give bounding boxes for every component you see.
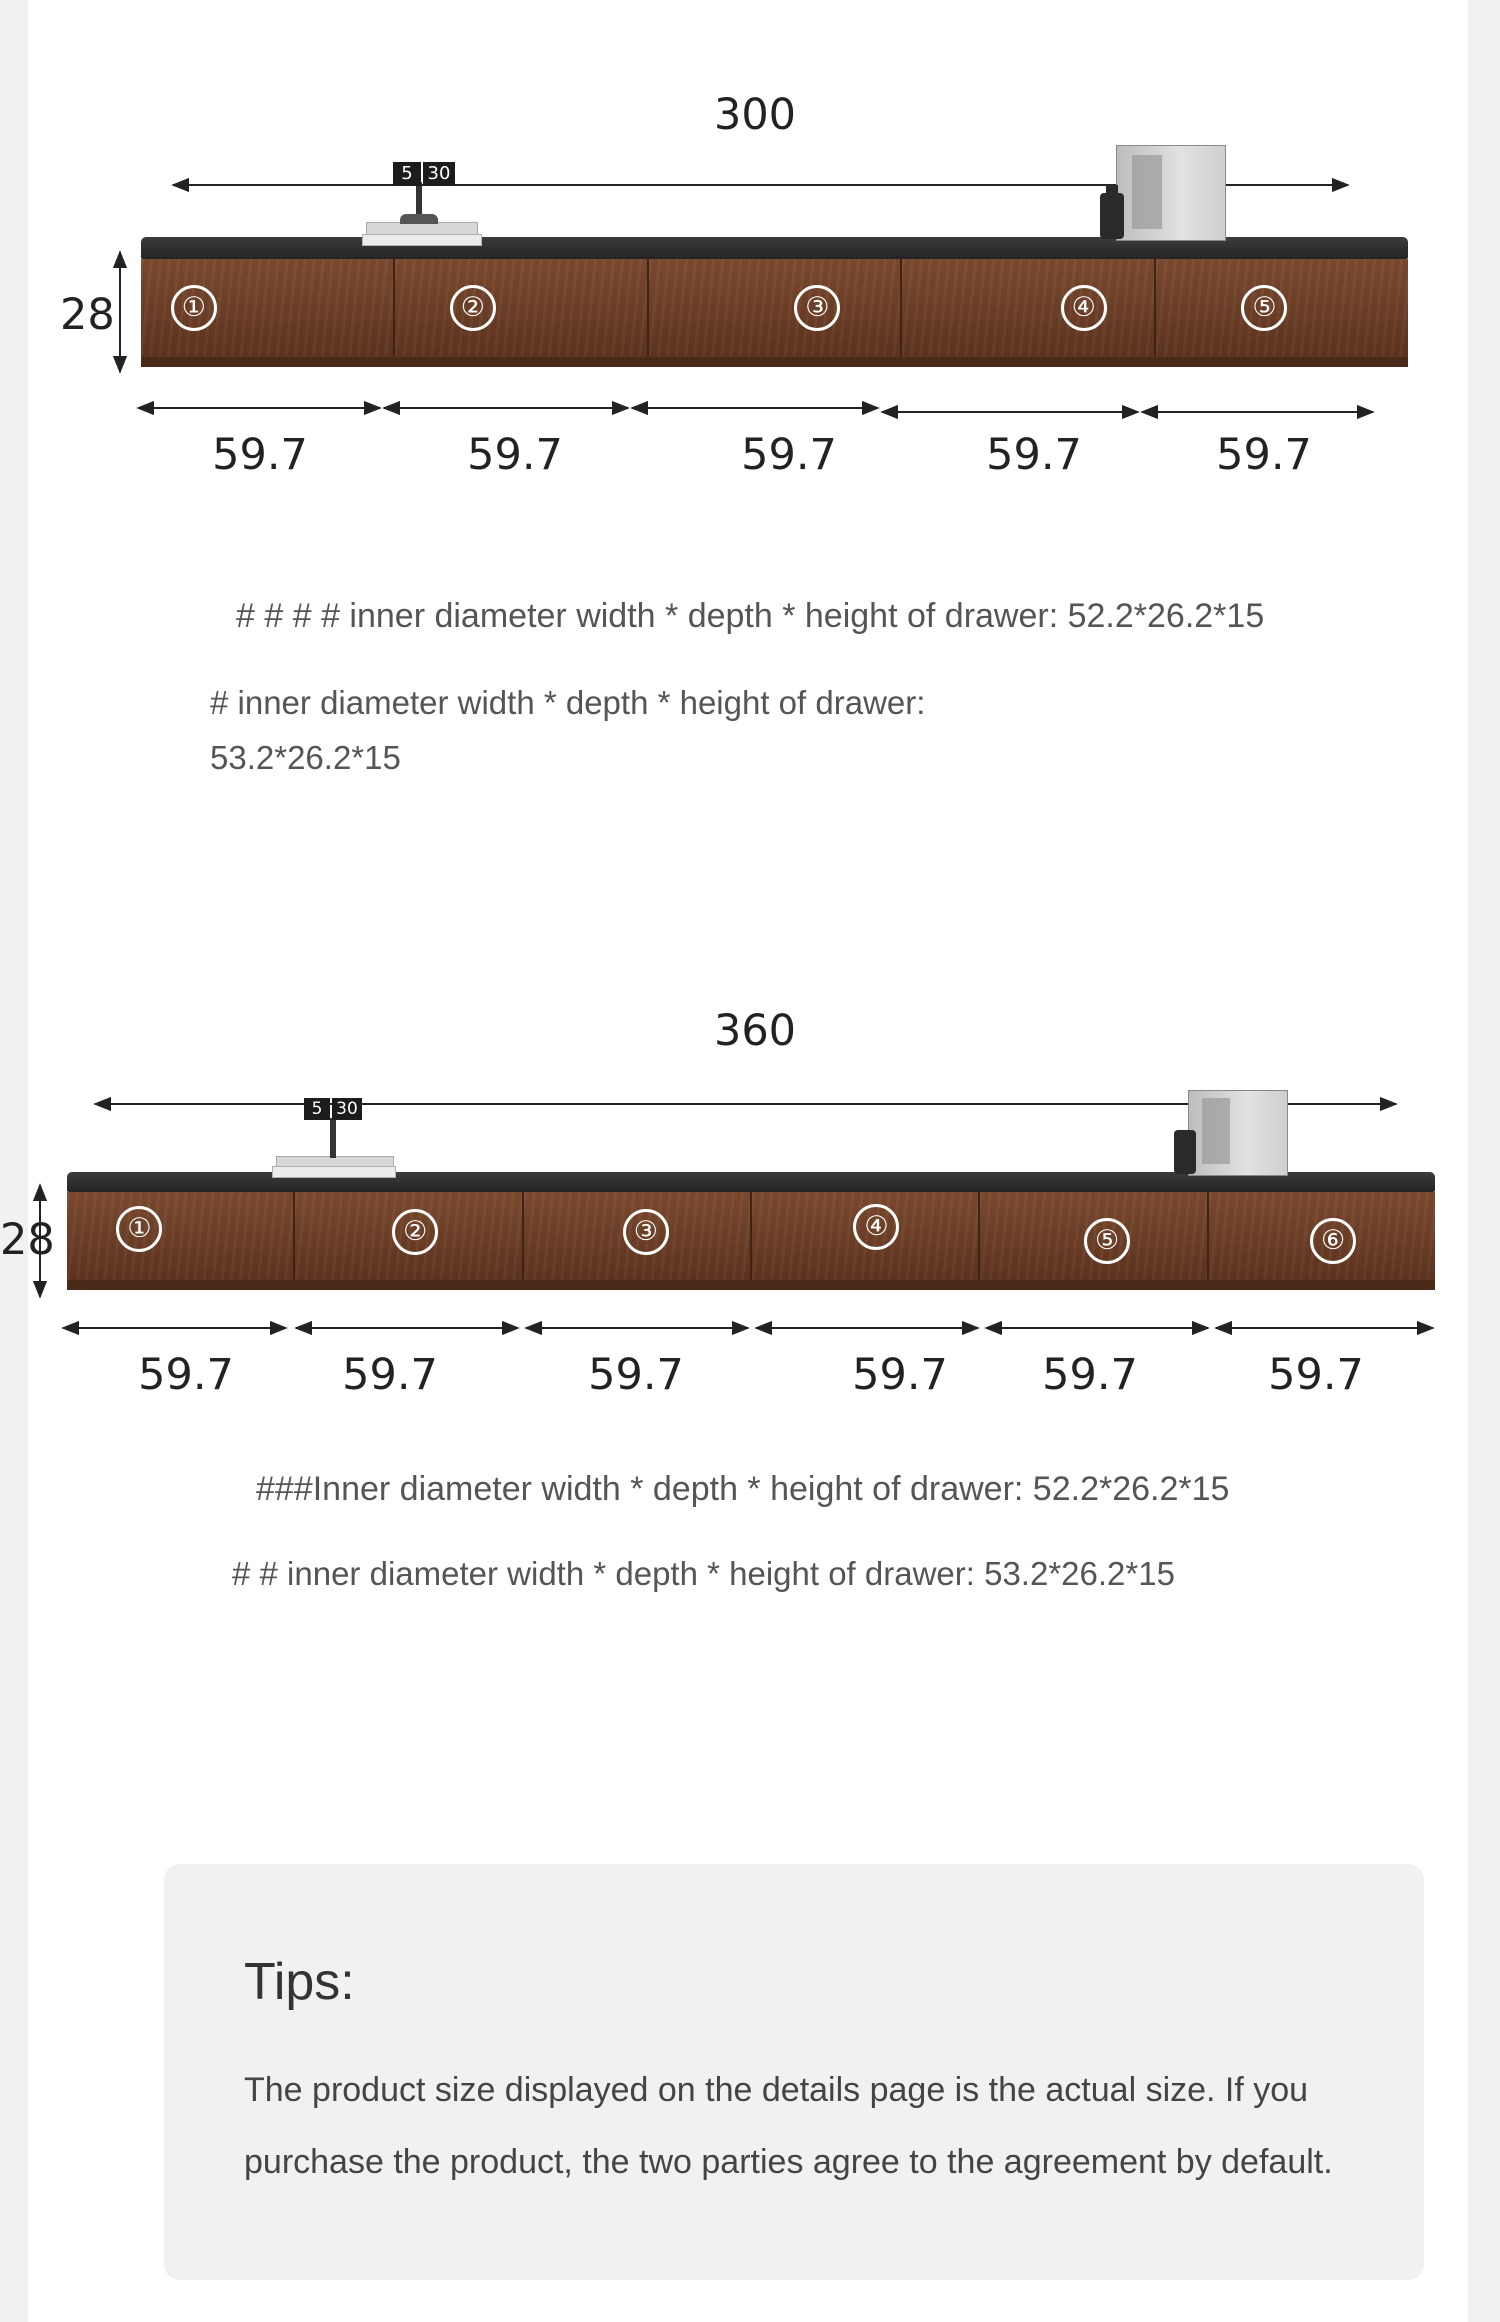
drawer-size-note: # # # # inner diameter width * depth * height of drawer: 52.2*26.2*15 — [236, 597, 1265, 635]
segment-width: 59.7 — [467, 430, 563, 480]
drawer-number: ⑤ — [1084, 1218, 1130, 1264]
flip-clock-decor — [268, 1090, 408, 1182]
segment-width: 59.7 — [741, 430, 837, 480]
drawer-number: ③ — [623, 1209, 669, 1255]
drawer-size-note: 53.2*26.2*15 — [210, 739, 401, 776]
drawer-number: ② — [392, 1209, 438, 1255]
height-label-300: 28 — [60, 290, 115, 340]
segment-width: 59.7 — [342, 1350, 438, 1400]
plinth — [67, 1280, 1435, 1290]
drawer — [67, 1192, 295, 1280]
drawer-number: ④ — [1061, 285, 1107, 331]
drawer-number: ⑤ — [1241, 285, 1287, 331]
drawer-size-note: # inner diameter width * depth * height of drawer: — [210, 684, 926, 721]
segment-width: 59.7 — [1216, 430, 1312, 480]
drawer — [1209, 1192, 1435, 1280]
drawer-number: ④ — [853, 1204, 899, 1250]
drawer-size-note: ###Inner diameter width * depth * height of drawer: 52.2*26.2*15 — [256, 1470, 1230, 1508]
cabinet-body — [67, 1192, 1435, 1280]
drawer-size-note: # # inner diameter width * depth * height of drawer: 53.2*26.2*15 — [232, 1555, 1175, 1592]
segment-width: 59.7 — [986, 430, 1082, 480]
picture-frame-decor — [1148, 1088, 1288, 1174]
segment-width: 59.7 — [852, 1350, 948, 1400]
drawer — [752, 1192, 980, 1280]
segment-width: 59.7 — [1268, 1350, 1364, 1400]
height-label-360: 28 — [0, 1215, 55, 1265]
drawer-number: ① — [116, 1206, 162, 1252]
tips-title: Tips: — [244, 1953, 355, 2011]
segment-width: 59.7 — [1042, 1350, 1138, 1400]
tips-box — [164, 1864, 1424, 2280]
tips-text: The product size displayed on the details page is the actual size. If you purchase the product, the two parties agree to the agreement by default. — [244, 2071, 1333, 2181]
total-width-300: 300 — [713, 90, 797, 140]
tv-cabinet-360 — [67, 1172, 1435, 1290]
drawer — [295, 1192, 523, 1280]
clock-digit: 5 — [393, 162, 421, 186]
drawer — [524, 1192, 752, 1280]
segment-width: 59.7 — [212, 430, 308, 480]
drawer-number: ⑥ — [1310, 1218, 1356, 1264]
drawer-number: ② — [450, 285, 496, 331]
clock-digit: 5 — [304, 1098, 330, 1120]
segment-width: 59.7 — [588, 1350, 684, 1400]
total-width-360: 360 — [713, 1006, 797, 1056]
segment-width: 59.7 — [138, 1350, 234, 1400]
drawer — [980, 1192, 1208, 1280]
drawer-number: ③ — [794, 285, 840, 331]
clock-digit: 30 — [332, 1098, 362, 1120]
drawer-number: ① — [171, 285, 217, 331]
clock-digit: 30 — [423, 162, 455, 186]
